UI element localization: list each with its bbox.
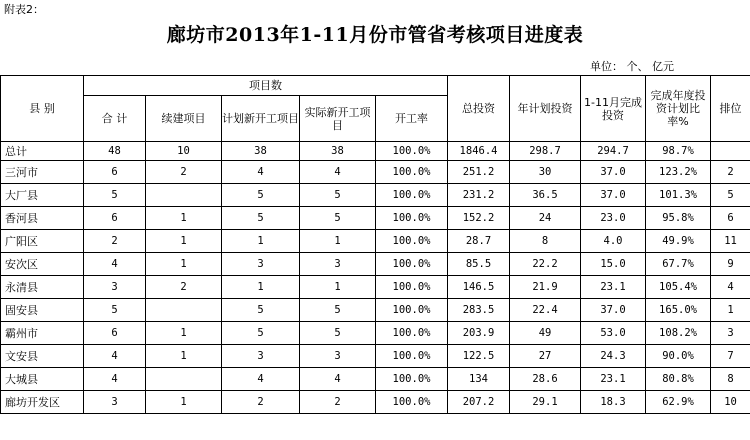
cell-name: 固安县 bbox=[1, 299, 84, 322]
cell-done: 23.1 bbox=[581, 276, 646, 299]
cell-total: 5 bbox=[84, 184, 146, 207]
table-row bbox=[1, 345, 750, 368]
cell-name: 广阳区 bbox=[1, 230, 84, 253]
cell-continued: 2 bbox=[146, 276, 222, 299]
cell-actual: 4 bbox=[300, 161, 376, 184]
table-row bbox=[1, 230, 750, 253]
cell-ratio: 49.9% bbox=[646, 230, 711, 253]
cell-rate: 100.0% bbox=[376, 207, 448, 230]
cell-plan: 24 bbox=[510, 207, 581, 230]
cell-continued bbox=[146, 184, 222, 207]
cell-ratio: 108.2% bbox=[646, 322, 711, 345]
cell-invest: 283.5 bbox=[448, 299, 510, 322]
cell-actual: 4 bbox=[300, 368, 376, 391]
cell-plan: 22.2 bbox=[510, 253, 581, 276]
cell-ratio: 165.0% bbox=[646, 299, 711, 322]
cell-ratio: 62.9% bbox=[646, 391, 711, 414]
cell-total: 6 bbox=[84, 322, 146, 345]
cell-continued: 2 bbox=[146, 161, 222, 184]
table-row bbox=[1, 207, 750, 230]
cell-invest: 134 bbox=[448, 368, 510, 391]
cell-planned: 5 bbox=[222, 299, 300, 322]
cell-rank: 6 bbox=[711, 207, 750, 230]
table-row bbox=[1, 299, 750, 322]
header-actual-new: 实际新开工项目 bbox=[300, 96, 376, 142]
cell-continued: 1 bbox=[146, 253, 222, 276]
cell-total: 4 bbox=[84, 368, 146, 391]
header-continued: 续建项目 bbox=[146, 96, 222, 142]
cell-continued: 1 bbox=[146, 230, 222, 253]
cell-actual: 5 bbox=[300, 322, 376, 345]
cell-rate: 100.0% bbox=[376, 253, 448, 276]
cell-planned: 5 bbox=[222, 184, 300, 207]
cell-plan: 30 bbox=[510, 161, 581, 184]
cell-rate: 100.0% bbox=[376, 368, 448, 391]
cell-ratio: 80.8% bbox=[646, 368, 711, 391]
cell-done: 18.3 bbox=[581, 391, 646, 414]
header-start-rate: 开工率 bbox=[376, 96, 448, 142]
cell-name: 永清县 bbox=[1, 276, 84, 299]
cell-plan: 29.1 bbox=[510, 391, 581, 414]
cell-invest: 251.2 bbox=[448, 161, 510, 184]
cell-actual: 38 bbox=[300, 142, 376, 161]
cell-rank: 2 bbox=[711, 161, 750, 184]
cell-rank: 10 bbox=[711, 391, 750, 414]
cell-rate: 100.0% bbox=[376, 184, 448, 207]
cell-rate: 100.0% bbox=[376, 322, 448, 345]
cell-rank bbox=[711, 142, 750, 161]
table-row bbox=[1, 276, 750, 299]
header-rank: 排位 bbox=[711, 76, 750, 142]
cell-continued bbox=[146, 368, 222, 391]
cell-rate: 100.0% bbox=[376, 161, 448, 184]
cell-total: 6 bbox=[84, 207, 146, 230]
cell-done: 23.0 bbox=[581, 207, 646, 230]
cell-invest: 85.5 bbox=[448, 253, 510, 276]
cell-name: 大城县 bbox=[1, 368, 84, 391]
cell-rank: 11 bbox=[711, 230, 750, 253]
header-planned-new: 计划新开工项目 bbox=[222, 96, 300, 142]
cell-actual: 2 bbox=[300, 391, 376, 414]
cell-done: 37.0 bbox=[581, 184, 646, 207]
cell-plan: 8 bbox=[510, 230, 581, 253]
cell-rate: 100.0% bbox=[376, 276, 448, 299]
cell-continued: 1 bbox=[146, 391, 222, 414]
cell-total: 3 bbox=[84, 391, 146, 414]
cell-rate: 100.0% bbox=[376, 299, 448, 322]
cell-planned: 1 bbox=[222, 230, 300, 253]
attachment-label: 附表2： bbox=[4, 3, 44, 16]
cell-plan: 36.5 bbox=[510, 184, 581, 207]
cell-actual: 5 bbox=[300, 184, 376, 207]
cell-rank: 8 bbox=[711, 368, 750, 391]
progress-table bbox=[0, 75, 750, 414]
cell-actual: 5 bbox=[300, 207, 376, 230]
cell-rate: 100.0% bbox=[376, 345, 448, 368]
unit-label: 单位： 个、 亿元 bbox=[590, 60, 674, 73]
cell-rank: 7 bbox=[711, 345, 750, 368]
cell-total: 3 bbox=[84, 276, 146, 299]
cell-name: 三河市 bbox=[1, 161, 84, 184]
cell-rate: 100.0% bbox=[376, 230, 448, 253]
table-row bbox=[1, 322, 750, 345]
cell-ratio: 105.4% bbox=[646, 276, 711, 299]
cell-plan: 27 bbox=[510, 345, 581, 368]
cell-rank: 1 bbox=[711, 299, 750, 322]
cell-total: 48 bbox=[84, 142, 146, 161]
cell-name: 廊坊开发区 bbox=[1, 391, 84, 414]
header-total-investment: 总投资 bbox=[448, 76, 510, 142]
cell-actual: 3 bbox=[300, 345, 376, 368]
cell-continued: 1 bbox=[146, 322, 222, 345]
page-title: 廊坊市2013年1-11月份市管省考核项目进度表 bbox=[166, 24, 584, 46]
cell-continued bbox=[146, 299, 222, 322]
header-completed-investment: 1-11月完成投资 bbox=[581, 76, 646, 142]
cell-plan: 49 bbox=[510, 322, 581, 345]
cell-done: 37.0 bbox=[581, 161, 646, 184]
cell-invest: 152.2 bbox=[448, 207, 510, 230]
cell-ratio: 123.2% bbox=[646, 161, 711, 184]
cell-planned: 4 bbox=[222, 368, 300, 391]
cell-invest: 207.2 bbox=[448, 391, 510, 414]
cell-done: 23.1 bbox=[581, 368, 646, 391]
cell-plan: 22.4 bbox=[510, 299, 581, 322]
cell-name: 文安县 bbox=[1, 345, 84, 368]
cell-rate: 100.0% bbox=[376, 391, 448, 414]
cell-planned: 5 bbox=[222, 207, 300, 230]
cell-total: 4 bbox=[84, 345, 146, 368]
cell-actual: 1 bbox=[300, 230, 376, 253]
cell-invest: 203.9 bbox=[448, 322, 510, 345]
cell-invest: 146.5 bbox=[448, 276, 510, 299]
cell-done: 53.0 bbox=[581, 322, 646, 345]
cell-total: 6 bbox=[84, 161, 146, 184]
cell-continued: 10 bbox=[146, 142, 222, 161]
cell-plan: 28.6 bbox=[510, 368, 581, 391]
cell-done: 15.0 bbox=[581, 253, 646, 276]
cell-rank: 4 bbox=[711, 276, 750, 299]
cell-plan: 298.7 bbox=[510, 142, 581, 161]
table-row bbox=[1, 161, 750, 184]
cell-total: 5 bbox=[84, 299, 146, 322]
total-row bbox=[1, 142, 750, 161]
cell-plan: 21.9 bbox=[510, 276, 581, 299]
cell-ratio: 98.7% bbox=[646, 142, 711, 161]
table-row bbox=[1, 368, 750, 391]
header-total: 合 计 bbox=[84, 96, 146, 142]
cell-planned: 4 bbox=[222, 161, 300, 184]
cell-name: 安次区 bbox=[1, 253, 84, 276]
header-completion-ratio: 完成年度投资计划比率% bbox=[646, 76, 711, 142]
cell-name: 霸州市 bbox=[1, 322, 84, 345]
cell-ratio: 67.7% bbox=[646, 253, 711, 276]
cell-actual: 1 bbox=[300, 276, 376, 299]
cell-invest: 28.7 bbox=[448, 230, 510, 253]
cell-name: 大厂县 bbox=[1, 184, 84, 207]
cell-continued: 1 bbox=[146, 207, 222, 230]
cell-done: 24.3 bbox=[581, 345, 646, 368]
header-county: 县 别 bbox=[1, 76, 84, 142]
cell-name: 香河县 bbox=[1, 207, 84, 230]
cell-planned: 5 bbox=[222, 322, 300, 345]
cell-total: 4 bbox=[84, 253, 146, 276]
cell-done: 294.7 bbox=[581, 142, 646, 161]
cell-invest: 231.2 bbox=[448, 184, 510, 207]
cell-planned: 3 bbox=[222, 345, 300, 368]
table-row bbox=[1, 391, 750, 414]
cell-ratio: 90.0% bbox=[646, 345, 711, 368]
cell-planned: 38 bbox=[222, 142, 300, 161]
cell-invest: 1846.4 bbox=[448, 142, 510, 161]
cell-rank: 5 bbox=[711, 184, 750, 207]
cell-total: 2 bbox=[84, 230, 146, 253]
cell-planned: 3 bbox=[222, 253, 300, 276]
cell-rate: 100.0% bbox=[376, 142, 448, 161]
cell-rank: 3 bbox=[711, 322, 750, 345]
cell-continued: 1 bbox=[146, 345, 222, 368]
cell-planned: 1 bbox=[222, 276, 300, 299]
header-annual-plan: 年计划投资 bbox=[510, 76, 581, 142]
cell-actual: 5 bbox=[300, 299, 376, 322]
cell-actual: 3 bbox=[300, 253, 376, 276]
table-body bbox=[1, 142, 750, 414]
table-row bbox=[1, 184, 750, 207]
cell-planned: 2 bbox=[222, 391, 300, 414]
cell-rank: 9 bbox=[711, 253, 750, 276]
cell-ratio: 95.8% bbox=[646, 207, 711, 230]
cell-done: 4.0 bbox=[581, 230, 646, 253]
cell-ratio: 101.3% bbox=[646, 184, 711, 207]
header-project-count: 项目数 bbox=[84, 76, 448, 96]
table-row bbox=[1, 253, 750, 276]
cell-done: 37.0 bbox=[581, 299, 646, 322]
cell-invest: 122.5 bbox=[448, 345, 510, 368]
cell-name: 总计 bbox=[1, 142, 84, 161]
